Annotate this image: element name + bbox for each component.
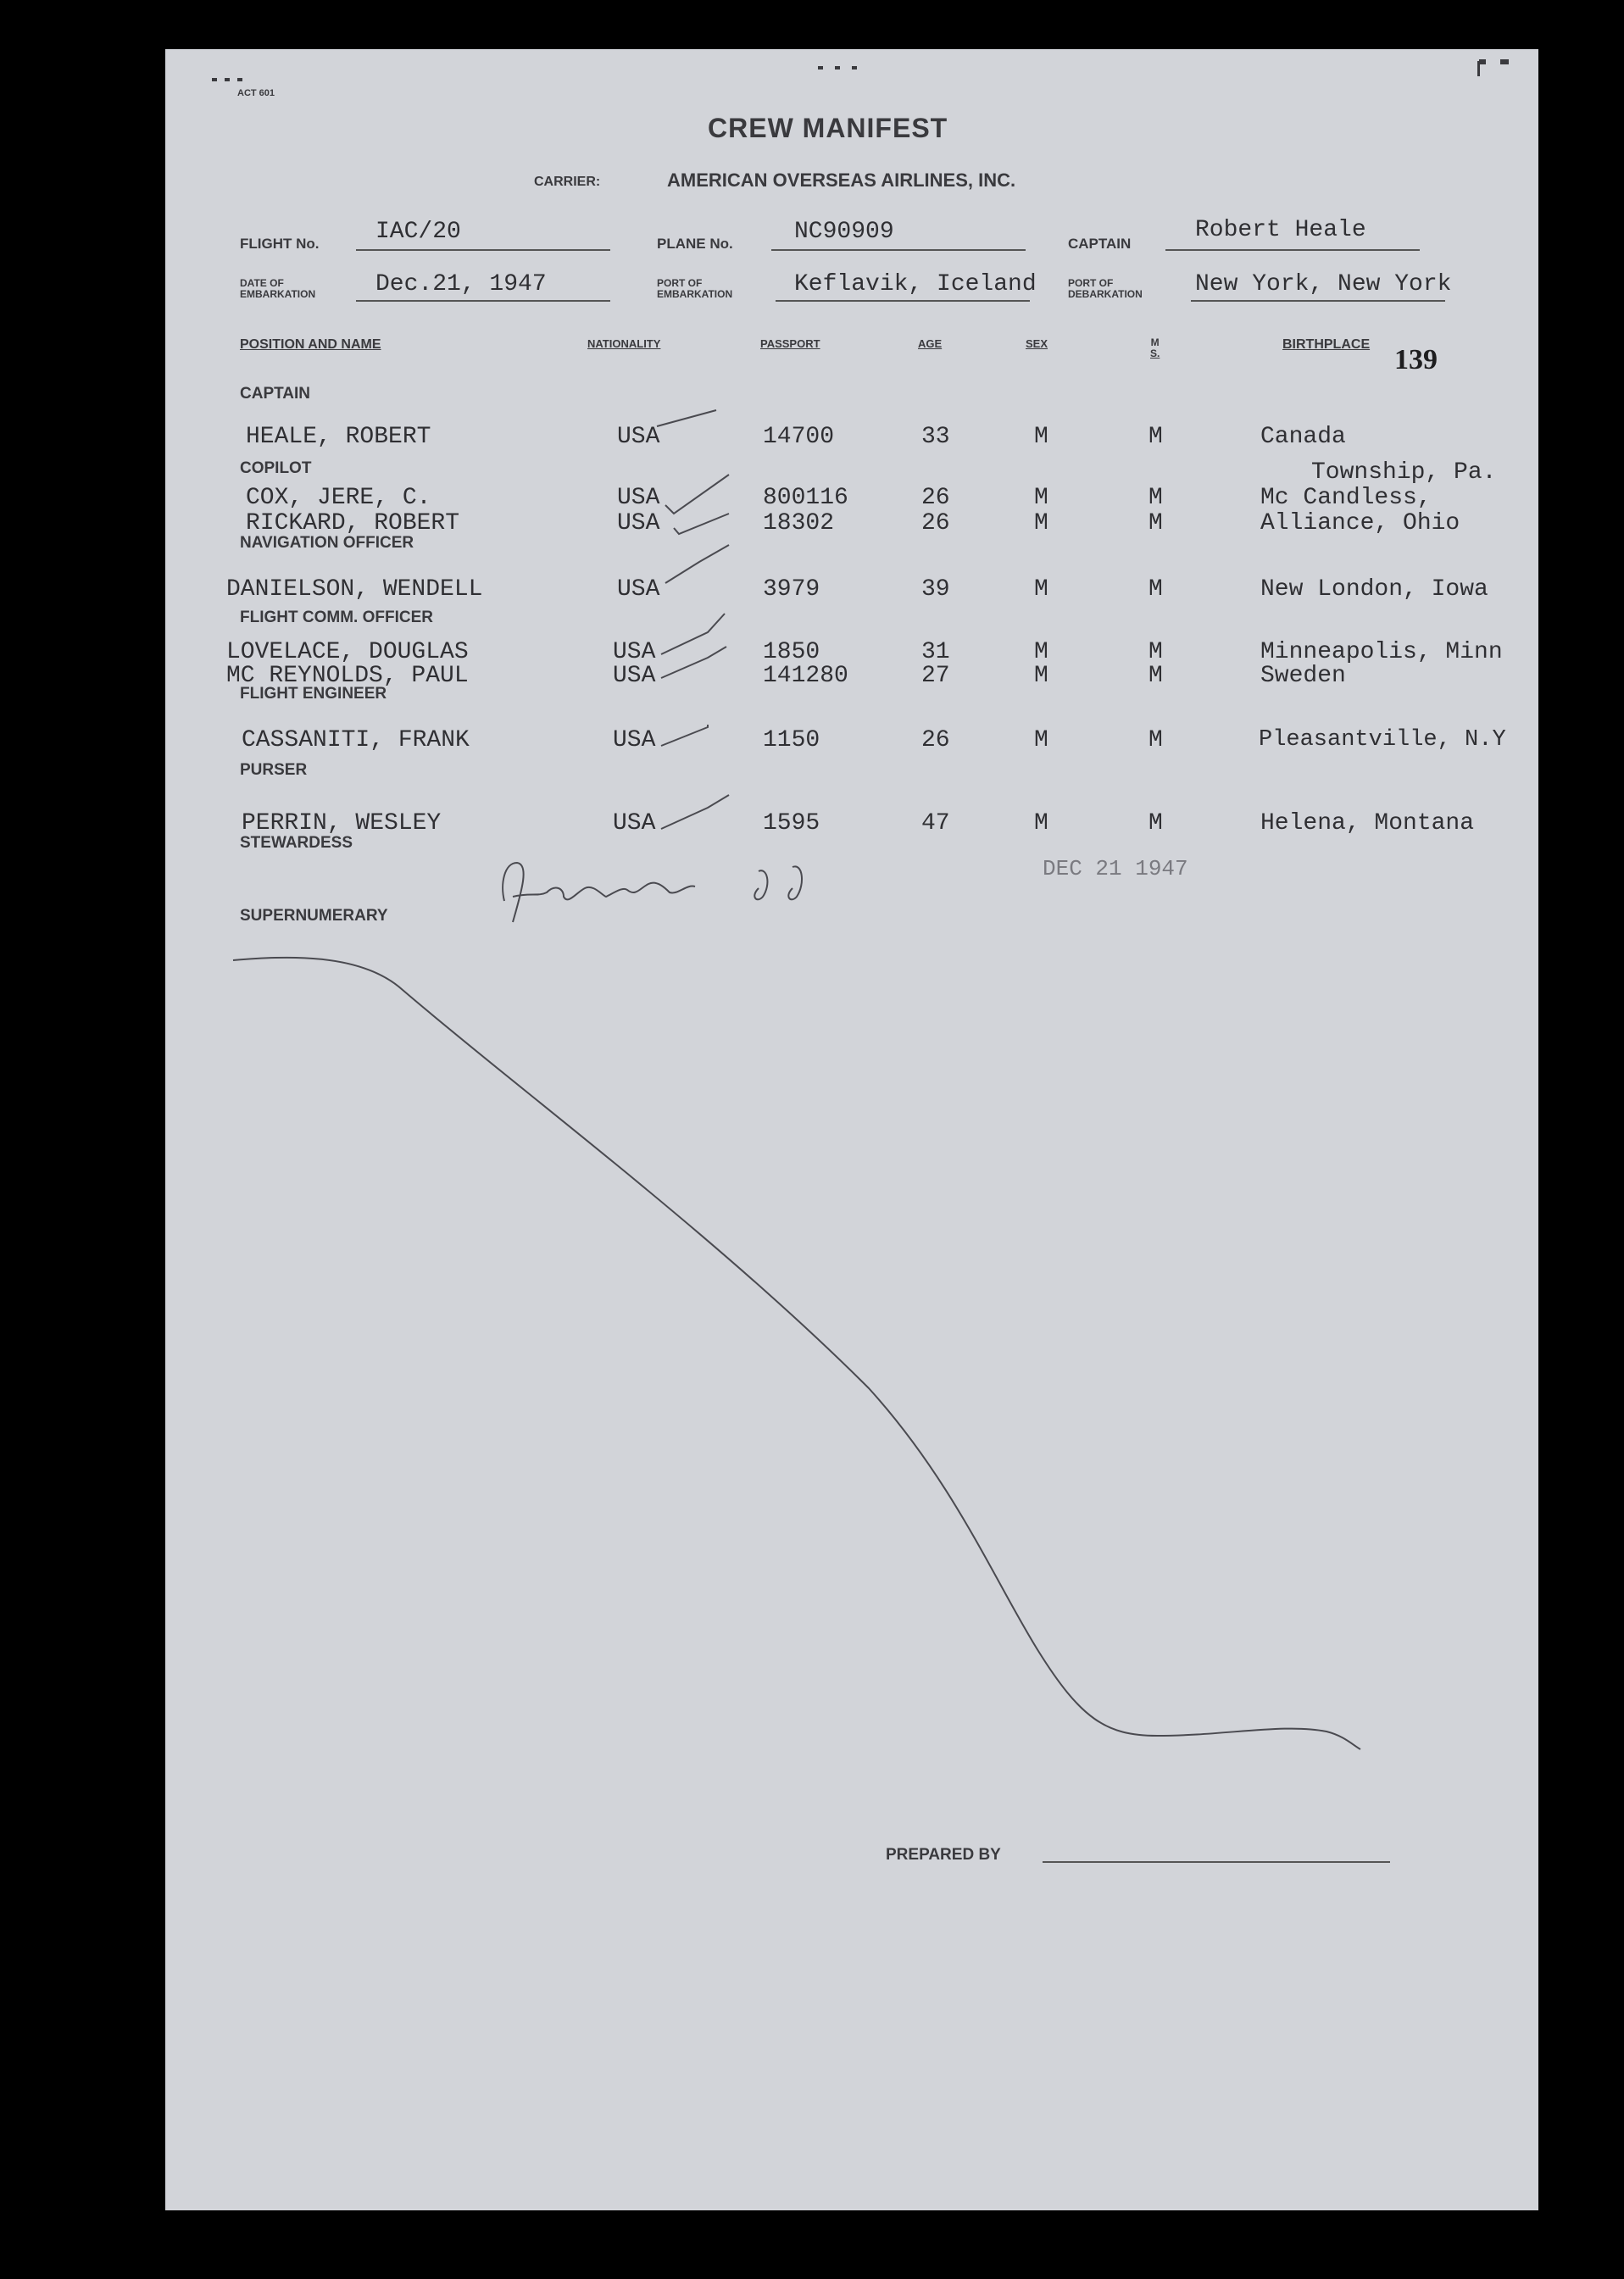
crew-birthplace: Alliance, Ohio bbox=[1260, 510, 1460, 536]
crew-passport: 18302 bbox=[763, 510, 835, 536]
col-marital-status: M S. bbox=[1150, 336, 1160, 359]
crew-passport: 800116 bbox=[763, 485, 848, 511]
col-passport: PASSPORT bbox=[760, 337, 820, 350]
crew-nationality: USA bbox=[617, 510, 660, 536]
check-mark bbox=[665, 545, 729, 583]
crew-marital: M bbox=[1148, 663, 1163, 689]
date-label: DATE OF EMBARKATION bbox=[240, 277, 316, 300]
plane-no-label: PLANE No. bbox=[657, 236, 733, 252]
check-mark bbox=[661, 614, 725, 654]
date-stamp: DEC 21 1947 bbox=[1043, 856, 1188, 881]
crew-nationality: USA bbox=[617, 576, 660, 603]
crew-age: 47 bbox=[921, 810, 950, 837]
crew-name: LOVELACE, DOUGLAS bbox=[226, 639, 469, 665]
cancel-stroke bbox=[233, 958, 1360, 1749]
section-flight-engineer: FLIGHT ENGINEER bbox=[240, 685, 387, 703]
crew-birthplace-line2: Township, Pa. bbox=[1311, 459, 1497, 486]
crew-nationality: USA bbox=[617, 485, 660, 511]
crew-sex: M bbox=[1034, 727, 1048, 753]
crew-marital: M bbox=[1148, 810, 1163, 837]
check-mark bbox=[665, 475, 729, 514]
crew-nationality: USA bbox=[617, 424, 660, 450]
section-purser: PURSER bbox=[240, 761, 308, 779]
captain-label: CAPTAIN bbox=[1068, 236, 1132, 252]
check-mark bbox=[661, 725, 708, 746]
crew-birthplace: New London, Iowa bbox=[1260, 576, 1488, 603]
check-mark bbox=[661, 795, 729, 829]
crew-birthplace: Canada bbox=[1260, 424, 1346, 450]
crew-name: COX, JERE, C. bbox=[246, 485, 431, 511]
crew-nationality: USA bbox=[613, 663, 656, 689]
crew-birthplace: Mc Candless, bbox=[1260, 485, 1432, 511]
port-embarkation-label: PORT OF EMBARKATION bbox=[657, 277, 733, 300]
col-age: AGE bbox=[918, 337, 943, 350]
crew-passport: 1150 bbox=[763, 727, 820, 753]
crew-sex: M bbox=[1034, 810, 1048, 837]
crew-marital: M bbox=[1148, 510, 1163, 536]
crew-sex: M bbox=[1034, 663, 1048, 689]
col-birthplace: BIRTHPLACE bbox=[1282, 337, 1371, 352]
crew-age: 33 bbox=[921, 424, 950, 450]
carrier-label: CARRIER: bbox=[534, 175, 601, 189]
check-mark bbox=[657, 410, 716, 426]
crew-sex: M bbox=[1034, 510, 1048, 536]
crew-birthplace: Minneapolis, Minn bbox=[1260, 639, 1503, 665]
crew-sex: M bbox=[1034, 576, 1048, 603]
crew-age: 27 bbox=[921, 663, 950, 689]
col-nationality: NATIONALITY bbox=[587, 337, 661, 350]
page-number: 139 bbox=[1394, 344, 1438, 375]
signature bbox=[503, 863, 802, 922]
col-position: POSITION AND NAME bbox=[240, 337, 381, 352]
crew-sex: M bbox=[1034, 639, 1048, 665]
col-sex: SEX bbox=[1026, 337, 1048, 350]
crew-sex: M bbox=[1034, 424, 1048, 450]
section-stewardess: STEWARDESS bbox=[240, 834, 353, 852]
crew-sex: M bbox=[1034, 485, 1048, 511]
crew-name: CASSANITI, FRANK bbox=[242, 727, 470, 753]
crew-age: 39 bbox=[921, 576, 950, 603]
manifest-page bbox=[165, 49, 1538, 2210]
crew-birthplace: Sweden bbox=[1260, 663, 1346, 689]
handwriting-overlay bbox=[165, 49, 1538, 2210]
crew-name: HEALE, ROBERT bbox=[246, 424, 431, 450]
crew-age: 26 bbox=[921, 485, 950, 511]
document-title: CREW MANIFEST bbox=[708, 113, 948, 143]
crew-nationality: USA bbox=[613, 727, 656, 753]
port-debarkation-label: PORT OF DEBARKATION bbox=[1068, 277, 1143, 300]
port-embarkation-value: Keflavik, Iceland bbox=[794, 271, 1037, 297]
crew-marital: M bbox=[1148, 424, 1163, 450]
form-code: ACT 601 bbox=[237, 88, 275, 98]
crew-birthplace: Pleasantville, N.Y bbox=[1259, 727, 1506, 753]
section-supernumerary: SUPERNUMERARY bbox=[240, 907, 388, 925]
carrier-name: AMERICAN OVERSEAS AIRLINES, INC. bbox=[667, 170, 1016, 191]
crew-passport: 3979 bbox=[763, 576, 820, 603]
crew-age: 26 bbox=[921, 510, 950, 536]
check-mark bbox=[674, 514, 729, 534]
crew-birthplace: Helena, Montana bbox=[1260, 810, 1475, 837]
crew-age: 31 bbox=[921, 639, 950, 665]
crew-marital: M bbox=[1148, 485, 1163, 511]
section-navigation: NAVIGATION OFFICER bbox=[240, 534, 414, 552]
prepared-by-label: PREPARED BY bbox=[886, 1846, 1001, 1864]
crew-nationality: USA bbox=[613, 810, 656, 837]
flight-no-value: IAC/20 bbox=[375, 219, 461, 245]
crew-nationality: USA bbox=[613, 639, 656, 665]
crew-name: MC REYNOLDS, PAUL bbox=[226, 663, 469, 689]
crew-marital: M bbox=[1148, 639, 1163, 665]
captain-value: Robert Heale bbox=[1195, 217, 1366, 243]
crew-passport: 141280 bbox=[763, 663, 848, 689]
crew-name: DANIELSON, WENDELL bbox=[226, 576, 483, 603]
crew-name: RICKARD, ROBERT bbox=[246, 510, 460, 536]
port-debarkation-value: New York, New York bbox=[1195, 271, 1452, 297]
crew-passport: 1850 bbox=[763, 639, 820, 665]
crew-passport: 1595 bbox=[763, 810, 820, 837]
section-copilot: COPILOT bbox=[240, 459, 312, 477]
crew-marital: M bbox=[1148, 576, 1163, 603]
date-value: Dec.21, 1947 bbox=[375, 271, 547, 297]
plane-no-value: NC90909 bbox=[794, 219, 894, 245]
section-flight-comm: FLIGHT COMM. OFFICER bbox=[240, 609, 433, 626]
crew-passport: 14700 bbox=[763, 424, 835, 450]
flight-no-label: FLIGHT No. bbox=[240, 236, 320, 252]
crew-name: PERRIN, WESLEY bbox=[242, 810, 442, 837]
crew-age: 26 bbox=[921, 727, 950, 753]
crew-marital: M bbox=[1148, 727, 1163, 753]
check-mark bbox=[661, 647, 726, 678]
section-captain: CAPTAIN bbox=[240, 385, 311, 403]
